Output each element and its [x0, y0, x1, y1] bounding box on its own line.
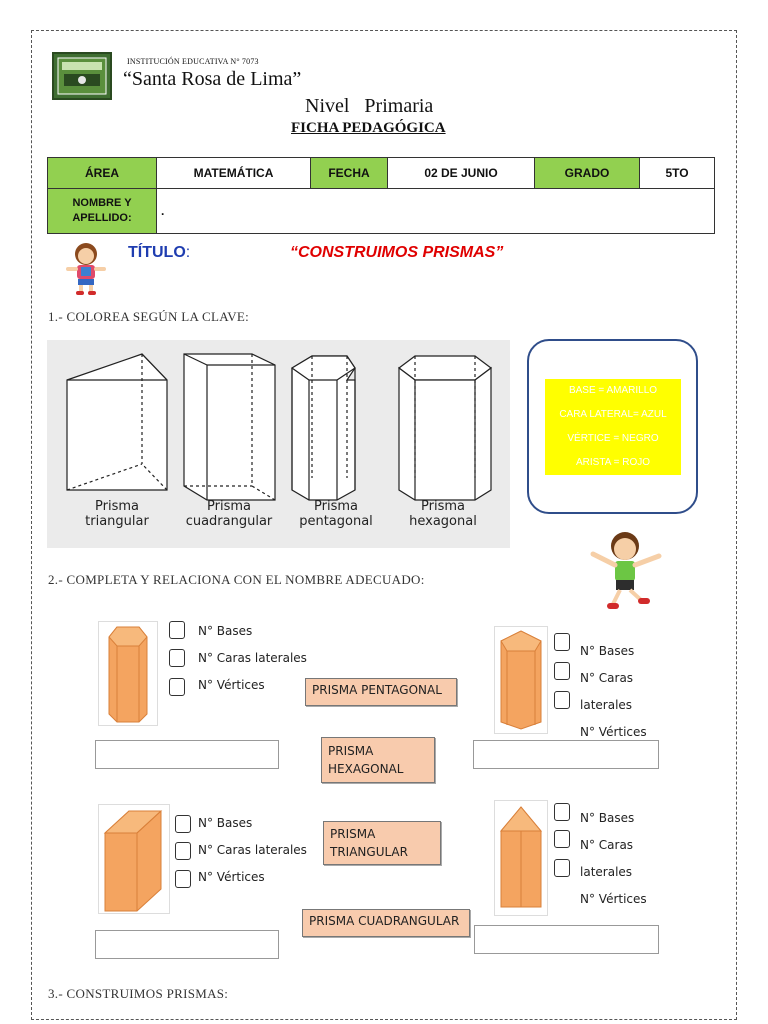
name-box-line: PRISMA	[330, 827, 376, 841]
prism-label-line: triangular	[85, 514, 149, 529]
vertices-checkbox[interactable]	[554, 691, 570, 709]
prism-label-hexagonal	[393, 499, 493, 529]
prisms-figure	[47, 340, 510, 548]
section1-heading: 1.- COLOREA SEGÚN LA CLAVE:	[48, 309, 250, 324]
prism-image-hexagonal	[98, 621, 158, 726]
bases-checkbox[interactable]	[175, 815, 191, 833]
name-box-triangular[interactable]	[323, 821, 441, 865]
laterales-label: laterales	[580, 865, 633, 879]
lateral-faces-checkbox[interactable]	[554, 830, 570, 848]
prism-label-line: Prisma	[207, 499, 251, 514]
laterales-label: laterales	[580, 698, 633, 712]
vertices-label: N° Vértices	[198, 678, 265, 692]
boy-illustration	[585, 528, 665, 616]
vertices-label: N° Vértices	[580, 725, 647, 739]
key-item-lateral-face: CARA LATERAL= AZUL	[559, 409, 667, 420]
prism-label-line: hexagonal	[409, 514, 477, 529]
prism-image-triangular	[494, 800, 548, 916]
date-value: 02 DE JUNIO	[388, 158, 535, 189]
grade-value: 5TO	[640, 158, 715, 189]
title-label	[128, 244, 190, 262]
lateral-faces-checkbox[interactable]	[175, 842, 191, 860]
name-label	[48, 189, 157, 234]
key-item-base: BASE = AMARILLO	[568, 385, 658, 396]
section3-heading: 3.- CONSTRUIMOS PRISMAS:	[48, 986, 229, 1001]
vertices-checkbox[interactable]	[169, 678, 185, 696]
answer-box[interactable]	[95, 740, 279, 769]
prism-label-line: pentagonal	[299, 514, 373, 529]
triangular-prism-drawing	[67, 354, 167, 490]
prism-image-pentagonal	[494, 626, 548, 734]
prism-label-triangular	[67, 499, 167, 529]
color-key-list	[545, 379, 681, 475]
bases-label: N° Bases	[580, 644, 635, 658]
prism-label-line: Prisma	[421, 499, 465, 514]
vertices-checkbox[interactable]	[554, 859, 570, 877]
answer-box[interactable]	[95, 930, 279, 959]
name-label-line1: NOMBRE Y	[72, 197, 132, 209]
title-colon: :	[185, 244, 191, 261]
hexagonal-prism-drawing	[399, 356, 491, 500]
bases-label: N° Bases	[198, 624, 253, 638]
bases-checkbox[interactable]	[169, 621, 185, 639]
answer-box[interactable]	[473, 740, 659, 769]
lateral-faces-checkbox[interactable]	[169, 649, 185, 667]
name-box-quadrangular[interactable]: PRISMA CUADRANGULAR	[302, 909, 470, 937]
prism-label-line: Prisma	[314, 499, 358, 514]
bases-checkbox[interactable]	[554, 633, 570, 651]
area-value: MATEMÁTICA	[157, 158, 311, 189]
pentagonal-prism-drawing	[292, 356, 355, 500]
name-box-line: TRIANGULAR	[330, 845, 408, 859]
girl-illustration	[60, 240, 112, 296]
lateral-faces-checkbox[interactable]	[554, 662, 570, 680]
area-label: ÁREA	[48, 158, 157, 189]
bases-label: N° Bases	[198, 816, 253, 830]
name-label-line2: APELLIDO:	[72, 212, 132, 224]
title-label-text: TÍTULO	[128, 244, 186, 261]
lateral-faces-label: N° Caras	[580, 671, 634, 685]
institution-name: INSTITUCIÓN EDUCATIVA N° 7073	[127, 57, 259, 66]
answer-box[interactable]	[474, 925, 659, 954]
vertices-label: N° Vértices	[580, 892, 647, 906]
vertices-label: N° Vértices	[198, 870, 265, 884]
level-label: Nivel Primaria	[305, 95, 434, 117]
name-box-line: HEXAGONAL	[328, 762, 404, 776]
prism-label-line: cuadrangular	[185, 514, 273, 529]
bases-checkbox[interactable]	[554, 803, 570, 821]
section2-heading: 2.- COMPLETA Y RELACIONA CON EL NOMBRE ADECUADO:	[48, 572, 425, 587]
vertices-checkbox[interactable]	[175, 870, 191, 888]
bases-label: N° Bases	[580, 811, 635, 825]
key-item-vertex: VÉRTICE = NEGRO	[567, 433, 659, 444]
key-item-edge: ARISTA = ROJO	[576, 457, 650, 468]
school-name: “Santa Rosa de Lima”	[123, 68, 302, 90]
school-logo	[52, 52, 112, 100]
lateral-faces-label: N° Caras	[580, 838, 634, 852]
lateral-faces-label: N° Caras laterales	[198, 651, 307, 665]
grade-label: GRADO	[535, 158, 640, 189]
date-label: FECHA	[311, 158, 388, 189]
name-box-pentagonal[interactable]: PRISMA PENTAGONAL	[305, 678, 457, 706]
info-table	[47, 157, 715, 234]
title-text: “CONSTRUIMOS PRISMAS”	[290, 244, 504, 261]
lateral-faces-label: N° Caras laterales	[198, 843, 307, 857]
name-box-hexagonal[interactable]	[321, 737, 435, 783]
prism-label-line: Prisma	[95, 499, 139, 514]
color-key-box	[527, 339, 698, 514]
quadrangular-prism-drawing	[184, 354, 275, 500]
prism-image-quadrangular	[98, 804, 170, 914]
prism-label-quadrangular	[179, 499, 279, 529]
name-box-line: PRISMA	[328, 744, 374, 758]
sheet-title: FICHA PEDAGÓGICA	[291, 120, 446, 136]
name-value[interactable]: .	[157, 189, 715, 234]
prism-label-pentagonal	[286, 499, 386, 529]
